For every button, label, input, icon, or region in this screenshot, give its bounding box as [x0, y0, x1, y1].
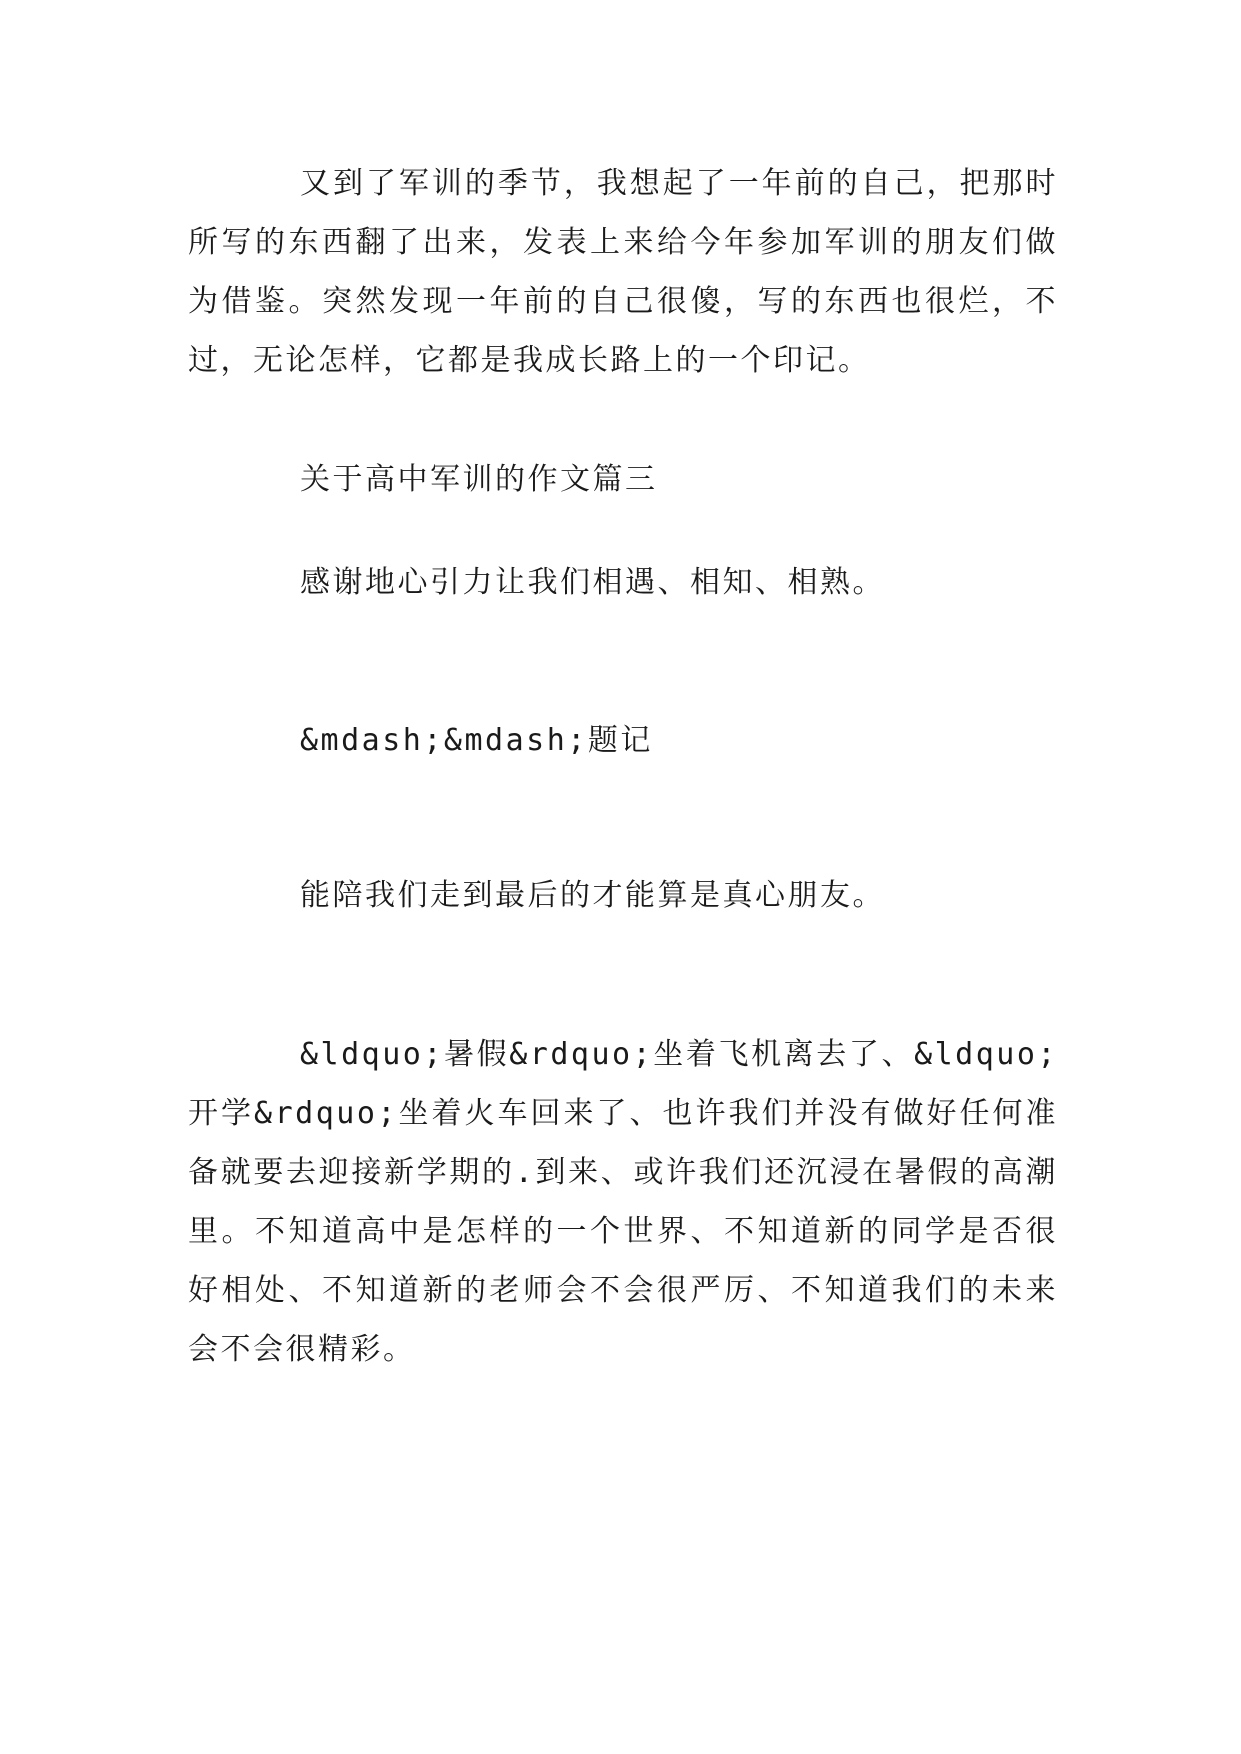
paragraph-friends: 能陪我们走到最后的才能算是真心朋友。 [300, 878, 885, 913]
paragraph-school-start: &ldquo;暑假&rdquo;坐着飞机离去了、&ldquo;开学&rdquo;坐着火车回来了、也许我们并没有做好任何准备就要去迎接新学期的.到来、或许我们还沉浸在暑假的高潮里。不知道高中是怎样的一个世界、不知道新的同学是否很好相处、不知道新的老师会不会很严厉、不知道我们的未来会不会很精彩。 [188, 1037, 1058, 1367]
epigraph-attribution: &mdash;&mdash;题记 [300, 723, 653, 758]
paragraph-intro: 又到了军训的季节，我想起了一年前的自己，把那时所写的东西翻了出来，发表上来给今年参加军训的朋友们做为借鉴。突然发现一年前的自己很傻，写的东西也很烂，不过，无论怎样，它都是我成长路上的一个印记。 [188, 166, 1058, 378]
section-heading: 关于高中军训的作文篇三 [300, 462, 658, 497]
epigraph-text: 感谢地心引力让我们相遇、相知、相熟。 [300, 565, 885, 600]
